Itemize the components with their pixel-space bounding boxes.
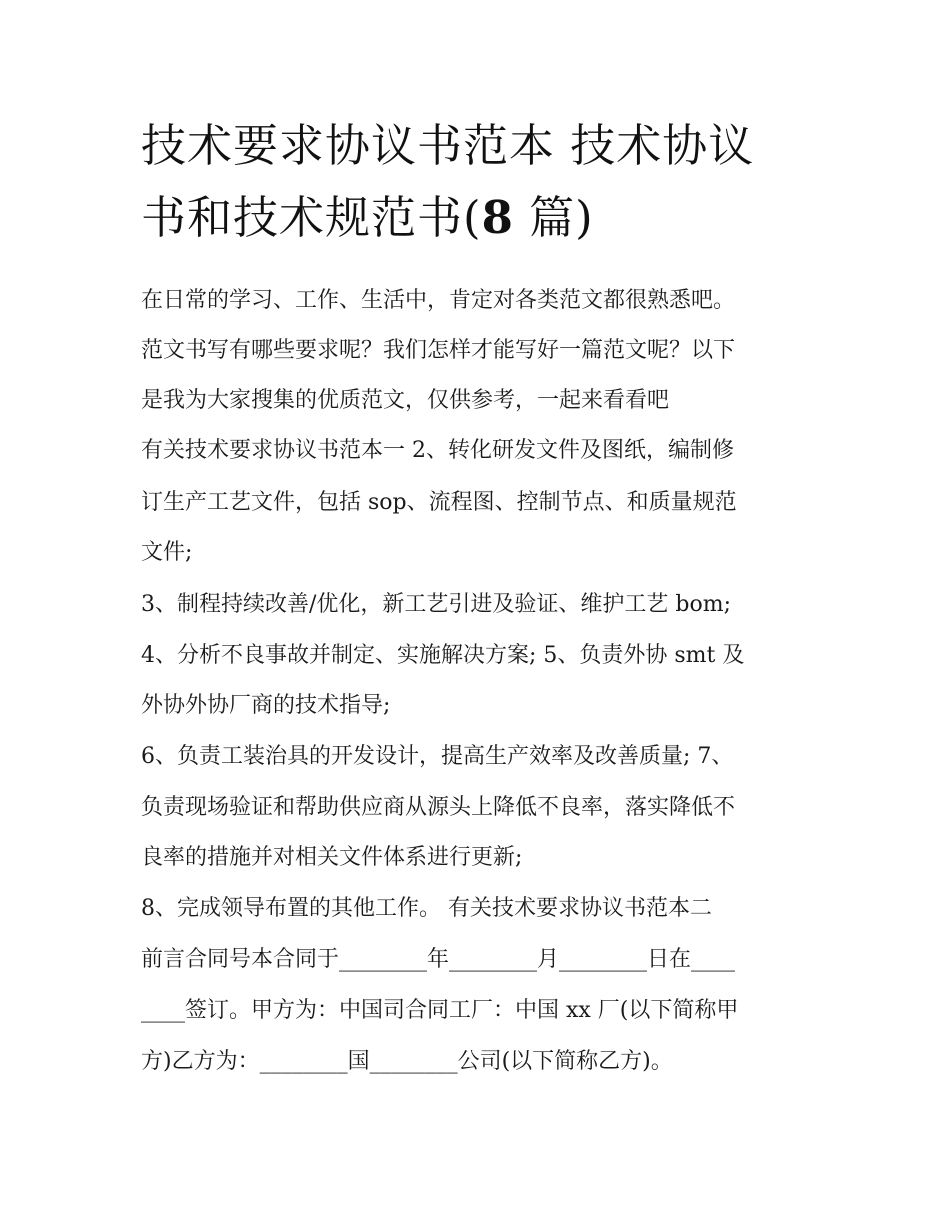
body-line: 6、负责工装治具的开发设计，提高生产效率及改善质量; 7、 xyxy=(141,744,734,769)
document-title xyxy=(141,110,821,254)
body-line: 良率的措施并对相关文件体系进行更新; xyxy=(141,845,523,870)
body-line: 方)乙方为：________国________公司(以下简称乙方)。 xyxy=(141,1049,673,1074)
title-line-1: 技术要求协议书范本 技术协议 xyxy=(141,119,755,172)
body-line: 外协外协厂商的技术指导; xyxy=(141,693,391,718)
body-line: 3、制程持续改善/优化，新工艺引进及验证、维护工艺 bom; xyxy=(141,592,732,617)
body-line: 文件; xyxy=(141,540,193,565)
title-line-2b: 篇) xyxy=(513,191,594,244)
body-line: 在日常的学习、工作、生活中，肯定对各类范文都很熟悉吧。 xyxy=(141,288,736,313)
title-line-2-number: 8 xyxy=(481,191,514,244)
body-line: 有关技术要求协议书范本一 2、转化研发文件及图纸，编制修 xyxy=(141,438,734,463)
body-line: 是我为大家搜集的优质范文，仅供参考，一起来看看吧 xyxy=(141,388,670,413)
body-line: 4、分析不良事故并制定、实施解决方案; 5、负责外协 smt 及 xyxy=(141,643,745,668)
body-line: 8、完成领导布置的其他工作。 有关技术要求协议书范本二 xyxy=(141,896,712,921)
body-line: 订生产工艺文件，包括 sop、流程图、控制节点、和质量规范 xyxy=(141,490,737,515)
body-line: 负责现场验证和帮助供应商从源头上降低不良率，落实降低不 xyxy=(141,795,736,820)
title-line-2a: 书和技术规范书( xyxy=(141,191,482,244)
body-line: 前言合同号本合同于________年________月________日在____ xyxy=(141,947,736,972)
body-line: ____签订。甲方为：中国司合同工厂：中国 xx 厂(以下简称甲 xyxy=(141,998,739,1023)
body-line: 范文书写有哪些要求呢？我们怎样才能写好一篇范文呢？以下 xyxy=(141,338,736,363)
